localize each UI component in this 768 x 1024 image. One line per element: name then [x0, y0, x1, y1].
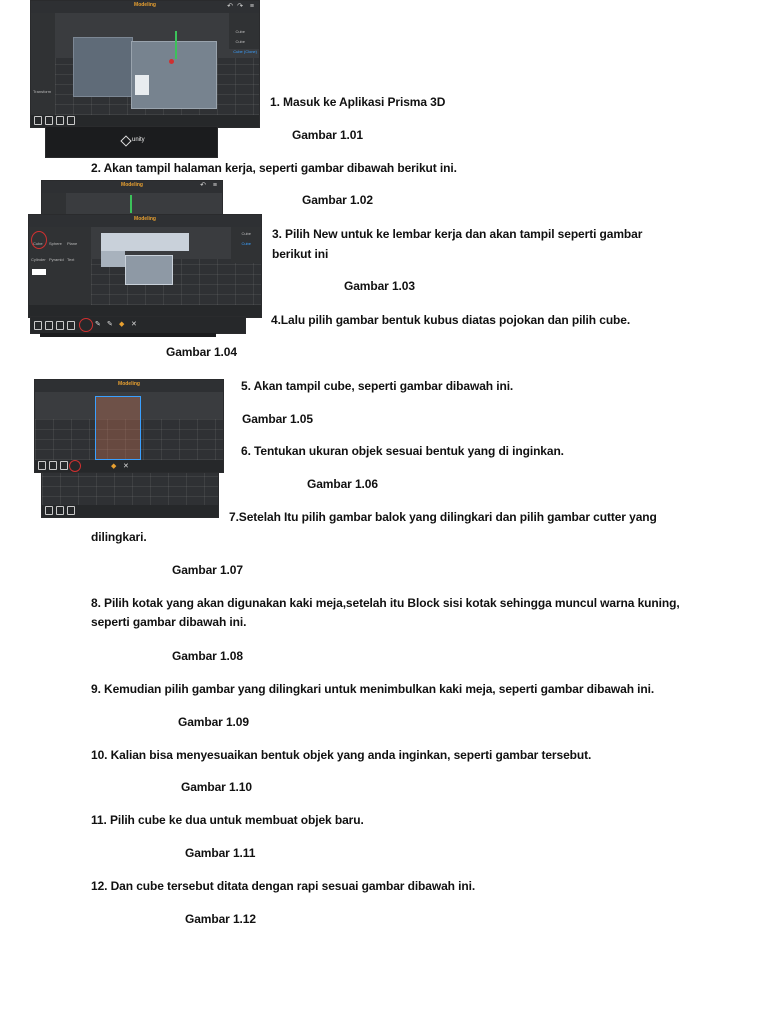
diamond-icon-5: ◆	[111, 463, 117, 470]
shape-text-label: Text	[67, 257, 75, 262]
step-9-text: 9. Kemudian pilih gambar yang dilingkari untuk menimbulkan kaki meja, seperti gambar dibawah ini.	[91, 682, 655, 696]
diamond-icon: ◆	[119, 321, 125, 328]
step-5-caption: Gambar 1.05	[242, 412, 313, 426]
app-title-2: Modeling	[121, 182, 143, 188]
undo-icon-2: ↶	[200, 182, 206, 189]
obj-label-a: Cube	[241, 231, 251, 236]
step-8-text-line2: seperti gambar dibawah ini.	[91, 615, 247, 629]
step-6-text: 6. Tentukan ukuran objek sesuai bentuk yang di inginkan.	[241, 444, 564, 458]
step-12-caption: Gambar 1.12	[185, 912, 256, 926]
table-box-1	[101, 251, 125, 267]
axis-green-2	[130, 195, 132, 213]
cutter-icon: ✎	[95, 321, 101, 328]
selected-cube	[95, 396, 141, 460]
menu-icon-2: ≡	[212, 182, 217, 189]
app-title-3: Modeling	[134, 216, 156, 222]
table-top	[101, 233, 189, 251]
shape-cylinder-label: Cylinder	[31, 257, 46, 262]
shape-swatch	[32, 269, 46, 275]
axis-green	[175, 31, 177, 59]
step-9-caption: Gambar 1.09	[178, 715, 249, 729]
shape-sphere-label: Sphere	[49, 241, 62, 246]
step-4-text: 4.Lalu pilih gambar bentuk kubus diatas pojokan dan pilih cube.	[271, 313, 631, 327]
shape-pyramid-label: Pyramid	[49, 257, 64, 262]
axis-red	[169, 59, 174, 64]
screenshot-unity-splash	[45, 126, 218, 158]
unity-logo-icon	[120, 135, 131, 146]
wall-gap	[135, 75, 149, 95]
step-8-caption: Gambar 1.08	[172, 649, 243, 663]
step-10-caption: Gambar 1.10	[181, 780, 252, 794]
object-label-1: Cube	[235, 29, 245, 34]
obj-label-b: Cube	[241, 241, 251, 246]
shape-cube-circle	[31, 231, 47, 249]
step-7-caption: Gambar 1.07	[172, 563, 243, 577]
transform-label: Transform	[33, 89, 52, 94]
step-2-text: 2. Akan tampil halaman kerja, seperti gambar dibawah berikut ini.	[91, 161, 457, 175]
app-title-5: Modeling	[118, 381, 140, 387]
step-7-text-line1: 7.Setelah Itu pilih gambar balok yang dilingkari dan pilih gambar cutter yang	[229, 510, 657, 524]
step-3-text-line2: berikut ini	[272, 247, 329, 261]
step-12-text: 12. Dan cube tersebut ditata dengan rapi sesuai gambar dibawah ini.	[91, 879, 476, 893]
table-box-2	[125, 255, 173, 285]
object-label-2: Cube	[235, 39, 245, 44]
close-icon-5: ✕	[123, 463, 129, 470]
tool-circle-5	[69, 460, 81, 472]
step-10-text: 10. Kalian bisa menyesuaikan bentuk objek yang anda inginkan, seperti gambar tersebut.	[91, 748, 592, 762]
step-5-text: 5. Akan tampil cube, seperti gambar dibawah ini.	[241, 379, 514, 393]
object-label-3: Cube (Clone)	[233, 49, 257, 54]
screenshot-gambar-1-01	[30, 0, 260, 128]
shape-cube-label: Cube	[33, 241, 43, 246]
step-11-text: 11. Pilih cube ke dua untuk membuat objek baru.	[91, 813, 364, 827]
screenshot-gambar-1-04	[30, 316, 246, 334]
paint-icon: ✎	[107, 321, 113, 328]
app-title: Modeling	[134, 2, 156, 8]
step-1-caption: Gambar 1.01	[292, 128, 363, 142]
step-7-text-line2: dilingkari.	[91, 530, 147, 544]
step-4-caption: Gambar 1.04	[166, 345, 237, 359]
screenshot-gambar-1-03	[28, 214, 262, 318]
tool-circle	[79, 318, 93, 332]
step-2-caption: Gambar 1.02	[302, 193, 373, 207]
close-icon: ✕	[131, 321, 137, 328]
undo-icon: ↶	[227, 3, 233, 10]
step-11-caption: Gambar 1.11	[185, 846, 256, 860]
redo-icon: ↷	[237, 3, 243, 10]
divider-bar	[40, 333, 216, 337]
step-3-text-line1: 3. Pilih New untuk ke lembar kerja dan akan tampil seperti gambar	[272, 227, 643, 241]
screenshot-gambar-1-06	[41, 472, 219, 518]
shape-plane-label: Plane	[67, 241, 78, 246]
wall-left	[73, 37, 133, 97]
app-sidebar	[31, 13, 55, 115]
step-8-text-line1: 8. Pilih kotak yang akan digunakan kaki meja,setelah itu Block sisi kotak sehingga muncul warna kuning,	[91, 596, 680, 610]
screenshot-gambar-1-02	[41, 180, 223, 218]
menu-icon: ≡	[249, 3, 254, 10]
step-6-caption: Gambar 1.06	[307, 477, 378, 491]
unity-brand: unity	[132, 137, 145, 143]
screenshot-gambar-1-05	[34, 379, 224, 473]
step-1-text: 1. Masuk ke Aplikasi Prisma 3D	[270, 95, 446, 109]
step-3-caption: Gambar 1.03	[344, 279, 415, 293]
